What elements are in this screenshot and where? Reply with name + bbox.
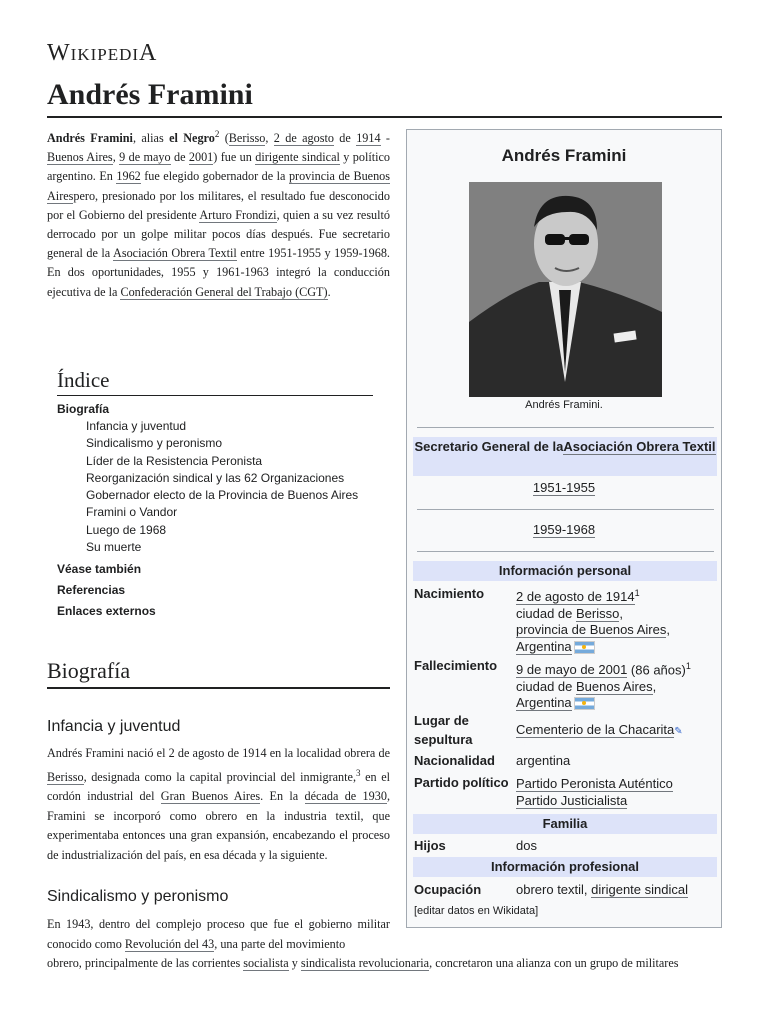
link-argentina[interactable]: Argentina: [516, 638, 572, 654]
toc-item-vease[interactable]: Véase también: [57, 562, 142, 577]
link-provincia[interactable]: provincia de Buenos Aires: [516, 622, 667, 638]
toc-item[interactable]: Gobernador electo de la Provincia de Buenos Aires: [86, 488, 359, 503]
band-familia: Familia: [413, 814, 717, 834]
ref-link[interactable]: 2: [214, 129, 220, 139]
label-nacionalidad: Nacionalidad: [414, 753, 495, 768]
lead-paragraph: Andrés Framini, alias el Negro$^2$ (Berisso, 2 de agosto de 1914 - Buenos Aires, 9 de mayo de 2001) fue un dirigente sindical y político argentino. En 1962 fue elegido gobernador de la provincia de Buenos Airespero, presionado por los militares, el resultado fue desconocido por el Gobierno del presidente Arturo Frondizi, quien a su vez resultó derrocado por un golpe militar pocos días después. Fue secretario general de la Asociación Obrera Textil entre 1951-1955 y 1959-1968. En dos oportunidades, 1955 y 1961-1963 integró la conducción ejecutiva de la Confederación General del Trabajo (CGT).: [47, 129, 391, 299]
link-term-2[interactable]: 1959-1968: [532, 522, 596, 537]
value-partido: [516, 776, 716, 809]
link-berisso[interactable]: Berisso: [576, 605, 620, 621]
divider: [417, 427, 714, 428]
link-death-year[interactable]: 2001: [188, 150, 214, 165]
portrait-photo[interactable]: [469, 182, 662, 397]
link-provincia[interactable]: provincia de Buenos Aires: [47, 169, 391, 203]
edit-wikidata-link[interactable]: [editar datos en Wikidata]: [414, 905, 539, 917]
link-death-date[interactable]: 9 de mayo: [119, 150, 171, 165]
label-hijos: Hijos: [414, 838, 446, 853]
toc-item[interactable]: Sindicalismo y peronismo: [86, 436, 223, 451]
ref-link[interactable]: 1: [634, 588, 640, 598]
edit-pencil-icon[interactable]: ✎: [674, 726, 683, 737]
link-revolucion-43[interactable]: Revolución del 43: [124, 936, 215, 951]
subsection-heading-infancia: Infancia y juventud: [47, 718, 181, 735]
page-title: Andrés Framini: [47, 78, 722, 118]
link-gba[interactable]: Gran Buenos Aires: [160, 789, 261, 804]
link-decada-1930[interactable]: década de 1930: [304, 789, 387, 804]
link-argentina[interactable]: Argentina: [516, 695, 572, 711]
label-partido: Partido político: [414, 775, 509, 790]
argentina-flag-icon: [574, 641, 595, 654]
link-buenos-aires[interactable]: Buenos Aires: [576, 678, 653, 694]
link-sindicalista-revolucionaria[interactable]: sindicalista revolucionaria: [300, 956, 430, 970]
term-1: [407, 480, 721, 495]
link-socialista[interactable]: socialista: [243, 956, 289, 970]
link-nac-date[interactable]: 2 de agosto de 1914: [516, 589, 635, 605]
toc-item[interactable]: Líder de la Resistencia Peronista: [86, 453, 263, 468]
toc-item[interactable]: Reorganización sindical y las 62 Organizaciones: [86, 470, 345, 485]
term-2: [407, 522, 721, 537]
label-fallecimiento: Fallecimiento: [414, 658, 498, 673]
value-nacionalidad: argentina: [516, 753, 571, 768]
link-berisso[interactable]: Berisso: [47, 769, 84, 784]
link-aot[interactable]: Asociación Obrera Textil: [563, 439, 716, 454]
link-ppa[interactable]: Partido Peronista Auténtico: [516, 776, 673, 791]
wikipedia-logo[interactable]: WIKIPEDIA: [47, 40, 158, 66]
value-hijos: dos: [516, 838, 537, 853]
toc-item-biografia[interactable]: Biografía Infancia y juventud Sindicalismo y peronismo Líder de la Resistencia Peronista Reorganización sindical y las 62 Organizaciones Gobernador electo de la Provincia de Buenos Aires Framini o Vandor Luego de 1968 Su muerte: [57, 400, 377, 556]
toc-item[interactable]: Infancia y juventud: [86, 419, 187, 433]
label-nacimiento: Nacimiento: [414, 586, 485, 601]
link-birth-date[interactable]: 2 de agosto: [273, 131, 334, 146]
link-cgt[interactable]: Confederación General del Trabajo (CGT): [120, 284, 328, 299]
subsection-heading-sindicalismo: Sindicalismo y peronismo: [47, 888, 229, 905]
photo-caption: Andrés Framini.: [525, 399, 603, 411]
link-1962[interactable]: 1962: [116, 169, 141, 184]
link-pj[interactable]: Partido Justicialista: [516, 792, 628, 808]
argentina-flag-icon: [574, 697, 595, 710]
toc-item[interactable]: Su muerte: [86, 540, 142, 555]
paragraph-infancia: Andrés Framini nació el 2 de agosto de 1914 en la localidad obrera de Berisso, designada como la capital provincial del inmigrante,$^3$ en el cordón industrial del Gran Buenos Aires. En la década de 1930, Framini se incorporó como obrero en la industria textil, que experimentaba entonces una gran expansión, encabezando el proceso de industrialización del país, en esa década y la siguiente.: [47, 746, 390, 862]
link-birth-year[interactable]: 1914: [356, 131, 381, 146]
link-buenos-aires[interactable]: Buenos Aires: [47, 150, 113, 165]
toc-item[interactable]: Luego de 1968: [86, 522, 167, 537]
band-profesional: Información profesional: [413, 857, 717, 877]
label-lugar: Lugar de sepultura: [414, 713, 473, 747]
band-personal: Información personal: [413, 561, 717, 581]
toc-item[interactable]: Framini o Vandor: [86, 505, 178, 520]
link-fall-date[interactable]: 9 de mayo de 2001: [516, 662, 628, 678]
value-lugar: [516, 722, 716, 741]
label-ocupacion: Ocupación: [414, 882, 482, 897]
toc-item-enlaces[interactable]: Enlaces externos: [57, 604, 156, 619]
infobox: [406, 129, 722, 928]
office-band: Secretario General de laAsociación Obrera Textil: [413, 437, 717, 476]
paragraph-sindicalismo-b: obrero, principalmente de las corrientes socialista y sindicalista revolucionaria, concretaron una alianza con un grupo de militares: [47, 956, 679, 970]
link-aot[interactable]: Asociación Obrera Textil: [113, 246, 237, 261]
toc-item-referencias[interactable]: Referencias: [57, 583, 126, 598]
link-dirigente[interactable]: dirigente sindical: [591, 882, 688, 897]
divider: [417, 509, 714, 510]
link-frondizi[interactable]: Arturo Frondizi: [199, 207, 277, 222]
link-chacarita[interactable]: Cementerio de la Chacarita: [516, 722, 675, 737]
value-fallecimiento: 9 de mayo de 2001 (86 años)$^1$ ciudad de Buenos Aires, Argentina: [516, 661, 691, 711]
portrait-image: [469, 182, 662, 397]
toc-heading: Índice: [57, 368, 373, 396]
paragraph-sindicalismo-a: En 1943, dentro del complejo proceso que fue el gobierno militar conocido como Revolución del 43, una parte del movimiento: [47, 917, 390, 951]
table-of-contents: [57, 368, 377, 622]
divider: [417, 551, 714, 552]
ref-link[interactable]: 3: [356, 767, 361, 778]
infobox-title: Andrés Framini: [501, 146, 627, 165]
section-heading-biografia: Biografía: [47, 658, 390, 689]
value-ocupacion: obrero textil, dirigente sindical: [516, 882, 688, 897]
link-dirigente[interactable]: dirigente sindical: [255, 150, 340, 165]
link-berisso[interactable]: Berisso: [228, 131, 266, 146]
link-term-1[interactable]: 1951-1955: [532, 480, 596, 495]
ref-link[interactable]: 1: [685, 661, 691, 671]
value-nacimiento: 2 de agosto de 1914$^1$ ciudad de Berisso, provincia de Buenos Aires, Argentina: [516, 588, 670, 654]
